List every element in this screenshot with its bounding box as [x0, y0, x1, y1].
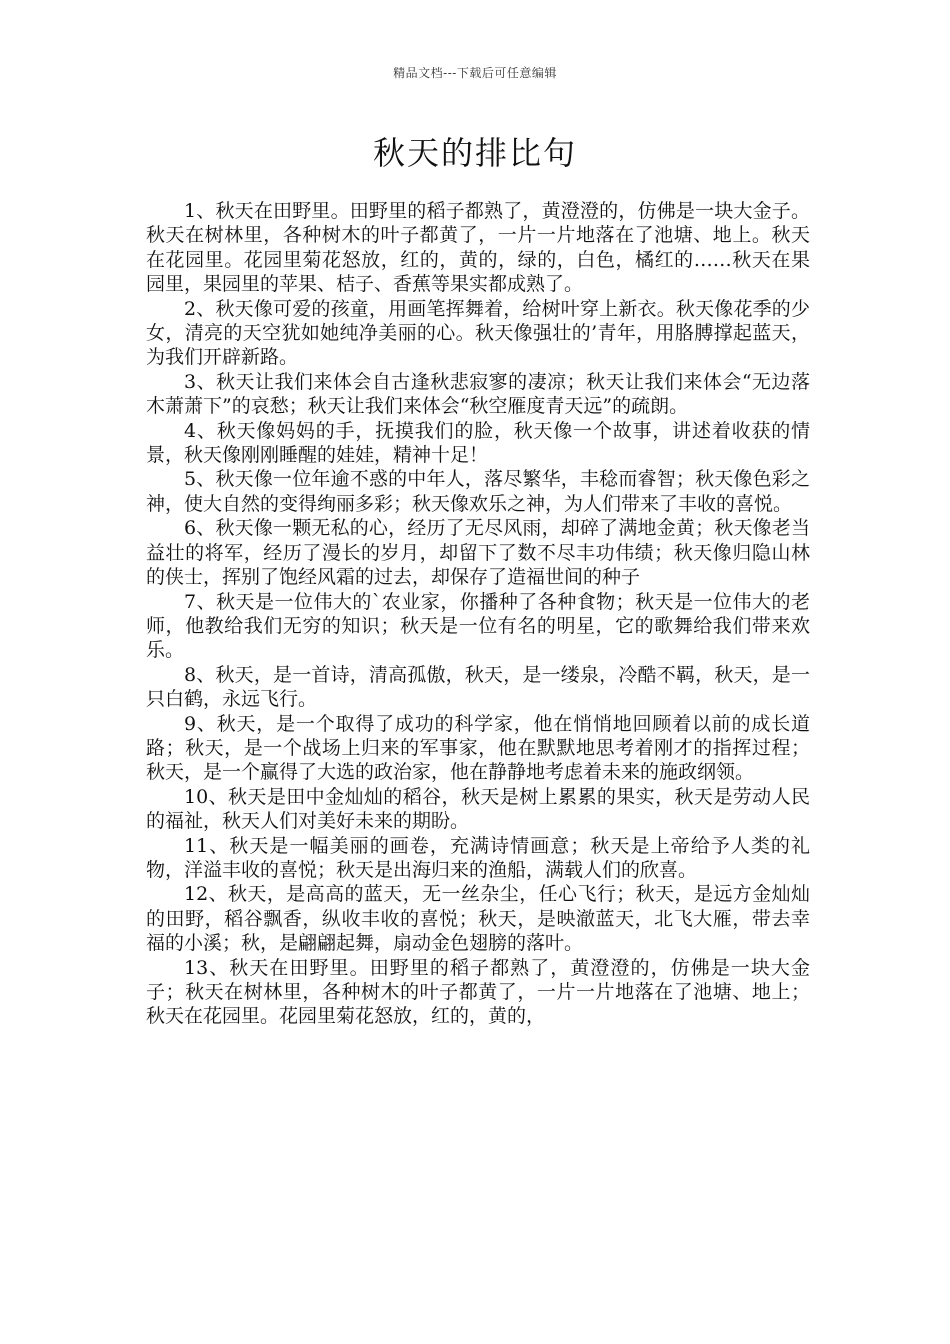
- paragraph-7: 7、秋天是一位伟大的`农业家，你播种了各种食物；秋天是一位伟大的老师，他教给我们无穷的知识；秋天是一位有名的明星，它的歌舞给我们带来欢乐。: [146, 590, 810, 662]
- paragraph-5: 5、秋天像一位年逾不惑的中年人，落尽繁华，丰稔而睿智；秋天像色彩之神，使大自然的变得绚丽多彩；秋天像欢乐之神，为人们带来了丰收的喜悦。: [146, 468, 810, 515]
- paragraph-10: 10、秋天是田中金灿灿的稻谷，秋天是树上累累的果实，秋天是劳动人民的福祉，秋天人们对美好未来的期盼。: [146, 785, 810, 833]
- paragraph-9: 9、秋天，是一个取得了成功的科学家，他在悄悄地回顾着以前的成长道路；秋天，是一个战场上归来的军事家，他在默默地思考着刚才的指挥过程；秋天，是一个赢得了大选的政治家，他在静静地考虑着未来的施政纲领。: [146, 712, 810, 784]
- paragraph-6: 6、秋天像一颗无私的心，经历了无尽风雨，却碎了满地金黄；秋天像老当益壮的将军，经历了漫长的岁月，却留下了数不尽丰功伟绩；秋天像归隐山林的侠士，挥别了饱经风霜的过去，却保存了造福世间的种子: [146, 517, 810, 589]
- paragraph-11: 11、秋天是一幅美丽的画卷，充满诗情画意；秋天是上帝给予人类的礼物，洋溢丰收的喜悦；秋天是出海归来的渔船，满载人们的欣喜。: [146, 834, 810, 881]
- paragraph-8: 8、秋天，是一首诗，清高孤傲，秋天，是一缕泉，冷酷不羁，秋天，是一只白鹤，永远飞行。: [146, 663, 810, 711]
- paragraph-4: 4、秋天像妈妈的手，抚摸我们的脸，秋天像一个故事，讲述着收获的情景，秋天像刚刚睡醒的娃娃，精神十足！: [146, 419, 810, 467]
- paragraph-3: 3、秋天让我们来体会自古逢秋悲寂寥的凄凉；秋天让我们来体会“无边落木萧萧下”的哀愁；秋天让我们来体会“秋空雁度青天远”的疏朗。: [146, 370, 810, 418]
- document-body: [146, 199, 810, 1029]
- page-header-note: 精品文档---下载后可任意编辑: [393, 66, 557, 80]
- paragraph-12: 12、秋天，是高高的蓝天，无一丝杂尘，任心飞行；秋天，是远方金灿灿的田野，稻谷飘香，纵收丰收的喜悦；秋天，是映澈蓝天，北飞大雁，带去幸福的小溪；秋，是翩翩起舞，扇动金色翅膀的落叶。: [146, 883, 810, 955]
- document-title: 秋天的排比句: [372, 134, 577, 172]
- paragraph-1: 1、秋天在田野里。田野里的稻子都熟了，黄澄澄的，仿佛是一块大金子。秋天在树林里，各种树木的叶子都黄了，一片一片地落在了池塘、地上。秋天在花园里。花园里菊花怒放，红的，黄的，绿的，白色，橘红的……秋天在果园里，果园里的苹果、桔子、香蕉等果实都成熟了。: [146, 200, 810, 296]
- paragraph-2: 2、秋天像可爱的孩童，用画笔挥舞着，给树叶穿上新衣。秋天像花季的少女，清亮的天空犹如她纯净美丽的心。秋天像强壮的’青年，用胳膊撑起蓝天，为我们开辟新路。: [146, 297, 810, 369]
- paragraph-13: 13、秋天在田野里。田野里的稻子都熟了，黄澄澄的，仿佛是一块大金子；秋天在树林里，各种树木的叶子都黄了，一片一片地落在了池塘、地上；秋天在花园里。花园里菊花怒放，红的，黄的，: [146, 956, 810, 1028]
